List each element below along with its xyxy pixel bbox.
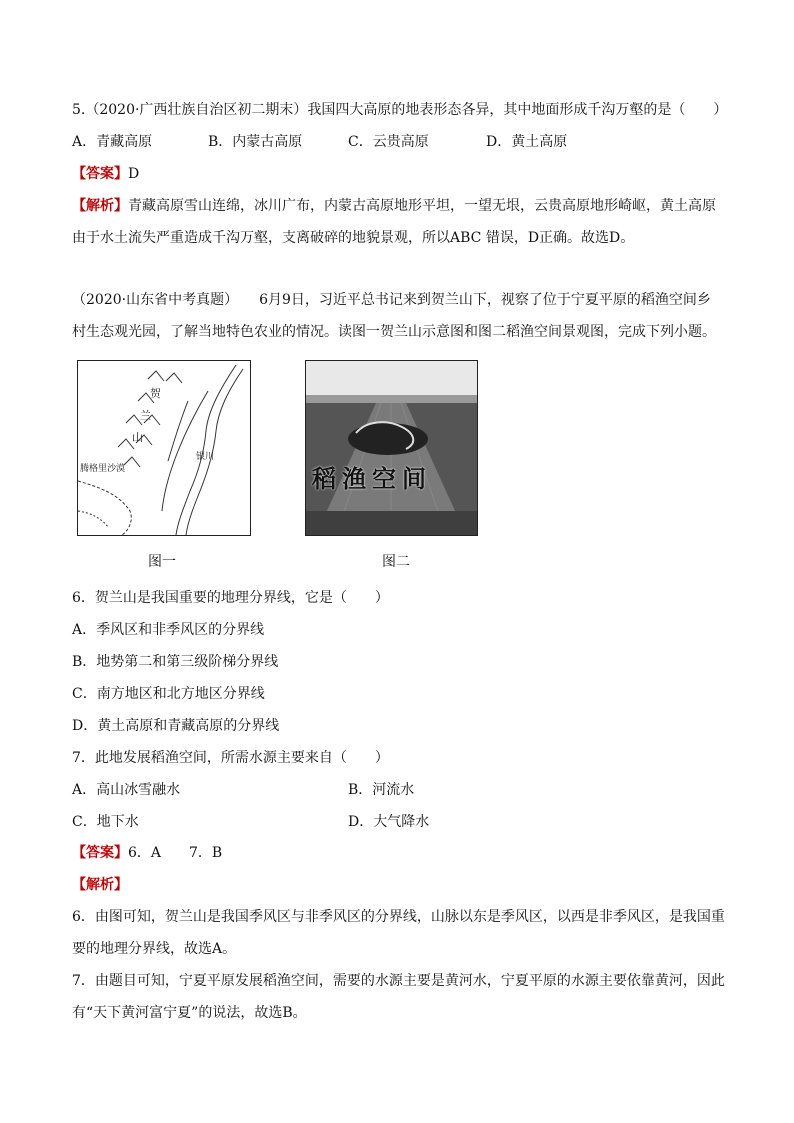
q5-answer-line (72, 164, 139, 184)
q6-option-d: D．黄土高原和青藏高原的分界线 (72, 718, 280, 734)
q6-option-b: B．地势第二和第三级阶梯分界线 (72, 654, 279, 670)
q7-option-d: D．大气降水 (348, 814, 430, 830)
q5-option-b: B．内蒙古高原 (208, 134, 303, 150)
map-label-yinchuan: 银川 (196, 452, 215, 462)
a7-line1: 7．由题目可知，宁夏平原发展稻渔空间，需要的水源主要是黄河水，宁夏平原的水源主要依靠黄河，因此 (72, 973, 725, 989)
figure1-caption: 图一 (148, 554, 176, 570)
q5-stem: 5.（2020·广西壮族自治区初二期末）我国四大高原的地表形态各异，其中地面形成千沟万壑的是（ ） (72, 102, 728, 118)
a7-line2: 有“天下黄河富宁夏”的说法，故选B。 (72, 1005, 307, 1021)
q67-answer: 6．A 7．B (128, 845, 223, 861)
q6-stem: 6．贺兰山是我国重要的地理分界线，它是（ ） (72, 590, 389, 606)
q5-analysis-line1 (72, 196, 716, 216)
intro-line2: 村生态观光园，了解当地特色农业的情况。读图一贺兰山示意图和图二稻渔空间景观图，完成下列小题。 (72, 324, 716, 340)
answer-tag: 【答案】 (72, 845, 128, 861)
q5-analysis-line2: 由于水土流失严重造成千沟万壑，支离破碎的地貌景观，所以ABC 错误，D正确。故选D。 (72, 230, 635, 246)
q5-option-c: C．云贵高原 (348, 134, 429, 150)
map-label-shan: 山 (132, 431, 143, 444)
intro-line1: （2020·山东省中考真题） 6月9日，习近平总书记来到贺兰山下，视察了位于宁夏平原的稻渔空间乡 (72, 292, 711, 308)
q5-option-a: A．青藏高原 (72, 134, 153, 150)
map-sketch (78, 361, 250, 535)
q5-answer: D (128, 166, 140, 182)
a6-line1: 6．由图可知，贺兰山是我国季风区与非季风区的分界线，山脉以东是季风区，以西是非季风区，是我国重 (72, 909, 725, 925)
analysis-tag: 【解析】 (72, 198, 128, 214)
q5-option-d: D．黄土高原 (486, 134, 568, 150)
q6-option-a: A．季风区和非季风区的分界线 (72, 622, 265, 638)
q67-answer-line (72, 843, 222, 863)
figure-photo-rice-fish (305, 360, 478, 536)
photo-illustration (306, 361, 477, 535)
a6-line2: 要的地理分界线，故选A。 (72, 941, 237, 957)
figure-map-helan-mountain (77, 360, 251, 536)
answer-tag: 【答案】 (72, 166, 128, 182)
figure2-caption: 图二 (382, 554, 410, 570)
map-label-lan: 兰 (140, 409, 151, 422)
map-label-desert: 腾格里沙漠 (80, 464, 126, 474)
q67-analysis-tag-line (72, 875, 128, 895)
q7-option-b: B．河流水 (348, 782, 415, 798)
analysis-tag: 【解析】 (72, 877, 128, 893)
q7-option-c: C．地下水 (72, 814, 139, 830)
q7-option-a: A．高山冰雪融水 (72, 782, 181, 798)
q5-analysis-text1: 青藏高原雪山连绵，冰川广布，内蒙古高原地形平坦，一望无垠，云贵高原地形崎岖，黄土高原 (128, 198, 716, 214)
q7-stem: 7．此地发展稻渔空间，所需水源主要来自（ ） (72, 750, 389, 766)
map-label-he: 贺 (150, 387, 161, 400)
q6-option-c: C．南方地区和北方地区分界线 (72, 686, 265, 702)
photo-text: 稻渔空间 (312, 465, 432, 493)
